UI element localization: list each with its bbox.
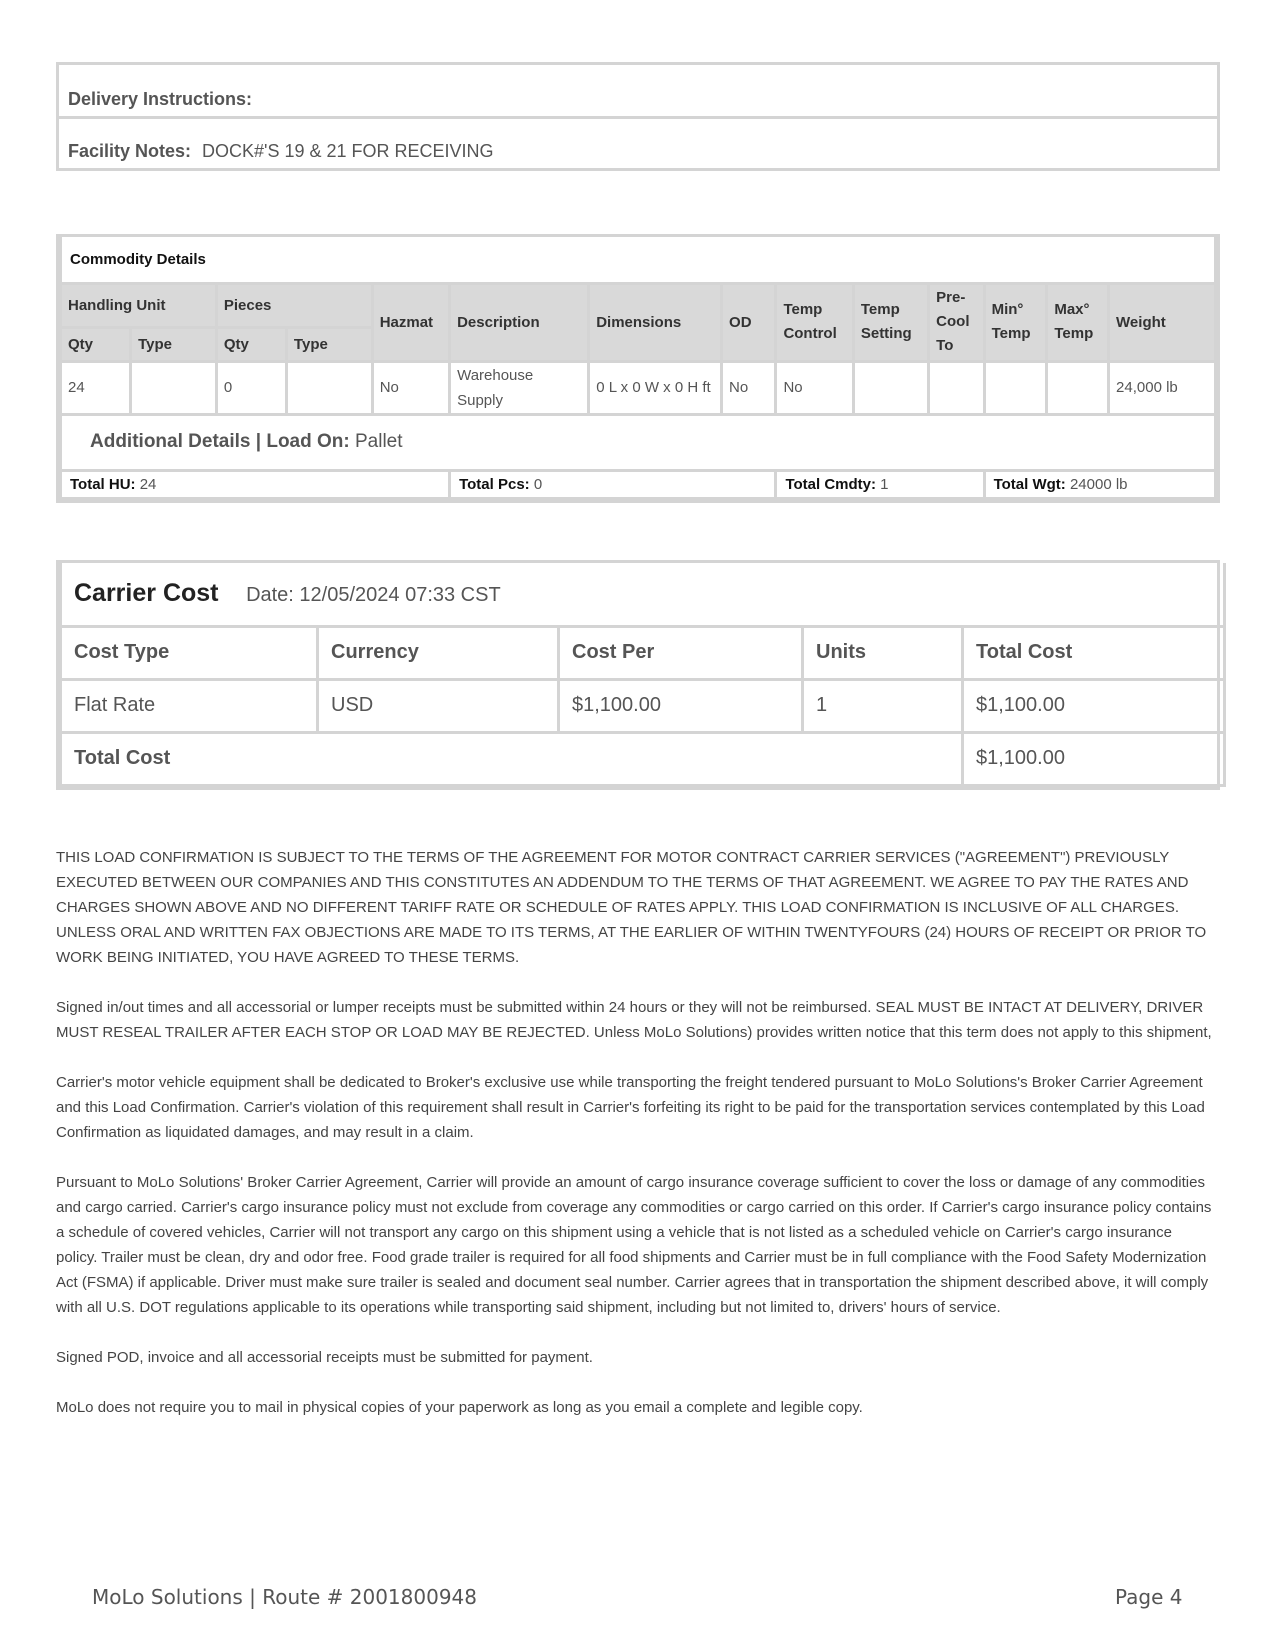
- terms-paragraph: MoLo does not require you to mail in physical copies of your paperwork as long as you email a complete and legible copy.: [56, 1399, 863, 1416]
- cell-units: 1: [803, 679, 963, 732]
- cell-max-temp: [1047, 361, 1109, 414]
- delivery-instructions-row: [59, 65, 1217, 116]
- terms-paragraph: Signed POD, invoice and all accessorial receipts must be submitted for payment.: [56, 1349, 593, 1366]
- total-pcs-value: 0: [533, 475, 543, 493]
- total-hu-value: 24: [139, 475, 157, 493]
- header-units: Units: [803, 626, 963, 679]
- carrier-cost-title: Carrier Cost: [74, 579, 219, 608]
- total-cmdty-label: Total Cmdty:: [785, 475, 876, 493]
- additional-details-cell: [61, 414, 1216, 470]
- cell-hu-type: [131, 361, 217, 414]
- commodity-header-row: [61, 283, 1216, 327]
- carrier-cost-date: Date: 12/05/2024 07:33 CST: [246, 584, 501, 607]
- carrier-cost-column-headers: [61, 626, 1225, 679]
- header-pcs-qty: Qty: [216, 327, 286, 361]
- header-temp-setting: Temp Setting: [853, 283, 928, 361]
- additional-details-row: [61, 414, 1216, 470]
- cell-pcs-type: [286, 361, 372, 414]
- total-wgt-label: Total Wgt:: [993, 475, 1066, 493]
- cell-cost-per: $1,100.00: [559, 679, 803, 732]
- terms-paragraph: Carrier's motor vehicle equipment shall be dedicated to Broker's exclusive use while transporting the freight tendered pursuant to MoLo Solutions's Broker Carrier Agreement and this Load Confirmation. Carrier's violation of this requirement shall result in Carrier's forfeiting its right to be paid for the transportation services contemplated by this Load Confirmation as liquidated damages, and may result in a claim.: [56, 1074, 1205, 1141]
- additional-details-label: Additional Details | Load On:: [90, 431, 350, 452]
- header-cost-type: Cost Type: [61, 626, 318, 679]
- table-row: [61, 679, 1225, 732]
- commodity-title: Commodity Details: [61, 237, 1216, 283]
- total-wgt-value: 24000 lb: [1069, 475, 1128, 493]
- terms-section: [56, 845, 1216, 1445]
- footer-route: MoLo Solutions | Route # 2001800948: [92, 1585, 477, 1609]
- cell-total-cost: $1,100.00: [963, 679, 1225, 732]
- delivery-instructions-label: Delivery Instructions:: [68, 89, 253, 109]
- header-currency: Currency: [318, 626, 559, 679]
- totals-row: [61, 470, 1216, 498]
- total-pcs-label: Total Pcs:: [459, 475, 530, 493]
- cell-hazmat: No: [372, 361, 449, 414]
- total-pcs-cell: [450, 470, 776, 498]
- carrier-cost-header: [61, 563, 1225, 626]
- header-pieces: Pieces: [216, 283, 372, 327]
- header-od: OD: [722, 283, 776, 361]
- cell-temp-setting: [853, 361, 928, 414]
- cell-od: No: [722, 361, 776, 414]
- header-pre-cool-to: Pre-Cool To: [929, 283, 984, 361]
- carrier-cost-table: [59, 563, 1226, 787]
- carrier-cost-box: [56, 560, 1220, 790]
- cell-weight: 24,000 lb: [1109, 361, 1216, 414]
- footer-page-number: Page 4: [1115, 1585, 1183, 1609]
- total-cmdty-value: 1: [880, 475, 889, 493]
- facility-notes-row: [59, 116, 1217, 168]
- header-temp-control: Temp Control: [776, 283, 853, 361]
- cell-description: Warehouse Supply: [450, 361, 589, 414]
- total-cmdty-cell: [776, 470, 984, 498]
- commodity-title-row: [61, 237, 1216, 283]
- header-hu-qty: Qty: [61, 327, 131, 361]
- header-dimensions: Dimensions: [589, 283, 722, 361]
- cell-hu-qty: 24: [61, 361, 131, 414]
- header-min-temp: Min° Temp: [984, 283, 1047, 361]
- header-total-cost: Total Cost: [963, 626, 1225, 679]
- total-cost-value: $1,100.00: [963, 732, 1225, 785]
- cell-min-temp: [984, 361, 1047, 414]
- terms-paragraph: Signed in/out times and all accessorial or lumper receipts must be submitted within 24 hours or they will not be reimbursed. SEAL MUST BE INTACT AT DELIVERY, DRIVER MUST RESEAL TRAILER AFTER EACH STOP OR LOAD MAY BE REJECTED. Unless MoLo Solutions) provides written notice that this term does not apply to this shipment,: [56, 999, 1212, 1041]
- carrier-cost-title-cell: [61, 563, 1225, 626]
- header-max-temp: Max° Temp: [1047, 283, 1109, 361]
- cell-pcs-qty: 0: [216, 361, 286, 414]
- total-hu-cell: [61, 470, 450, 498]
- cell-dimensions: 0 L x 0 W x 0 H ft: [589, 361, 722, 414]
- terms-paragraph: Pursuant to MoLo Solutions' Broker Carrier Agreement, Carrier will provide an amount of cargo insurance coverage sufficient to cover the loss or damage of any commodities and cargo carried. Carrier's cargo insurance policy must not exclude from coverage any commodities or cargo carried on this order. If Carrier's cargo insurance policy contains a schedule of covered vehicles, Carrier will not transport any cargo on this shipment using a vehicle that is not listed as a scheduled vehicle on Carrier's cargo insurance policy. Trailer must be clean, dry and odor free. Food grade trailer is required for all food shipments and Carrier must be in full compliance with the Food Safety Modernization Act (FSMA) if applicable. Driver must make sure trailer is sealed and document seal number. Carrier agrees that in transportation the shipment described above, it will comply with all U.S. DOT regulations applicable to its operations while transporting said shipment, including but not limited to, drivers' hours of service.: [56, 1174, 1212, 1316]
- facility-notes-label: Facility Notes:: [68, 141, 192, 161]
- header-weight: Weight: [1109, 283, 1216, 361]
- commodity-table: [59, 237, 1217, 500]
- additional-details-value: Pallet: [355, 431, 403, 452]
- cell-currency: USD: [318, 679, 559, 732]
- terms-paragraph: THIS LOAD CONFIRMATION IS SUBJECT TO THE TERMS OF THE AGREEMENT FOR MOTOR CONTRACT CARRIER SERVICES ("AGREEMENT") PREVIOUSLY EXECUTED BETWEEN OUR COMPANIES AND THIS CONSTITUTES AN ADDENDUM TO THE TERMS OF THAT AGREEMENT. WE AGREE TO PAY THE RATES AND CHARGES SHOWN ABOVE AND NO DIFFERENT TARIFF RATE OR SCHEDULE OF RATES APPLY. THIS LOAD CONFIRMATION IS INCLUSIVE OF ALL CHARGES. UNLESS ORAL AND WRITTEN FAX OBJECTIONS ARE MADE TO ITS TERMS, AT THE EARLIER OF WITHIN TWENTYFOURS (24) HOURS OF RECEIPT OR PRIOR TO WORK BEING INITIATED, YOU HAVE AGREED TO THESE TERMS.: [56, 849, 1207, 966]
- total-wgt-cell: [984, 470, 1215, 498]
- header-description: Description: [450, 283, 589, 361]
- carrier-cost-total-row: [61, 732, 1225, 785]
- total-hu-label: Total HU:: [70, 475, 136, 493]
- cell-pre-cool: [929, 361, 984, 414]
- header-cost-per: Cost Per: [559, 626, 803, 679]
- commodity-details-box: [56, 234, 1220, 503]
- total-cost-label: Total Cost: [61, 732, 963, 785]
- cell-cost-type: Flat Rate: [61, 679, 318, 732]
- header-pcs-type: Type: [286, 327, 372, 361]
- table-row: [61, 361, 1216, 414]
- header-hazmat: Hazmat: [372, 283, 449, 361]
- header-handling-unit: Handling Unit: [61, 283, 217, 327]
- cell-temp-control: No: [776, 361, 853, 414]
- facility-notes-value: DOCK#'S 19 & 21 FOR RECEIVING: [202, 141, 494, 161]
- delivery-notes-box: [56, 62, 1220, 171]
- header-hu-type: Type: [131, 327, 217, 361]
